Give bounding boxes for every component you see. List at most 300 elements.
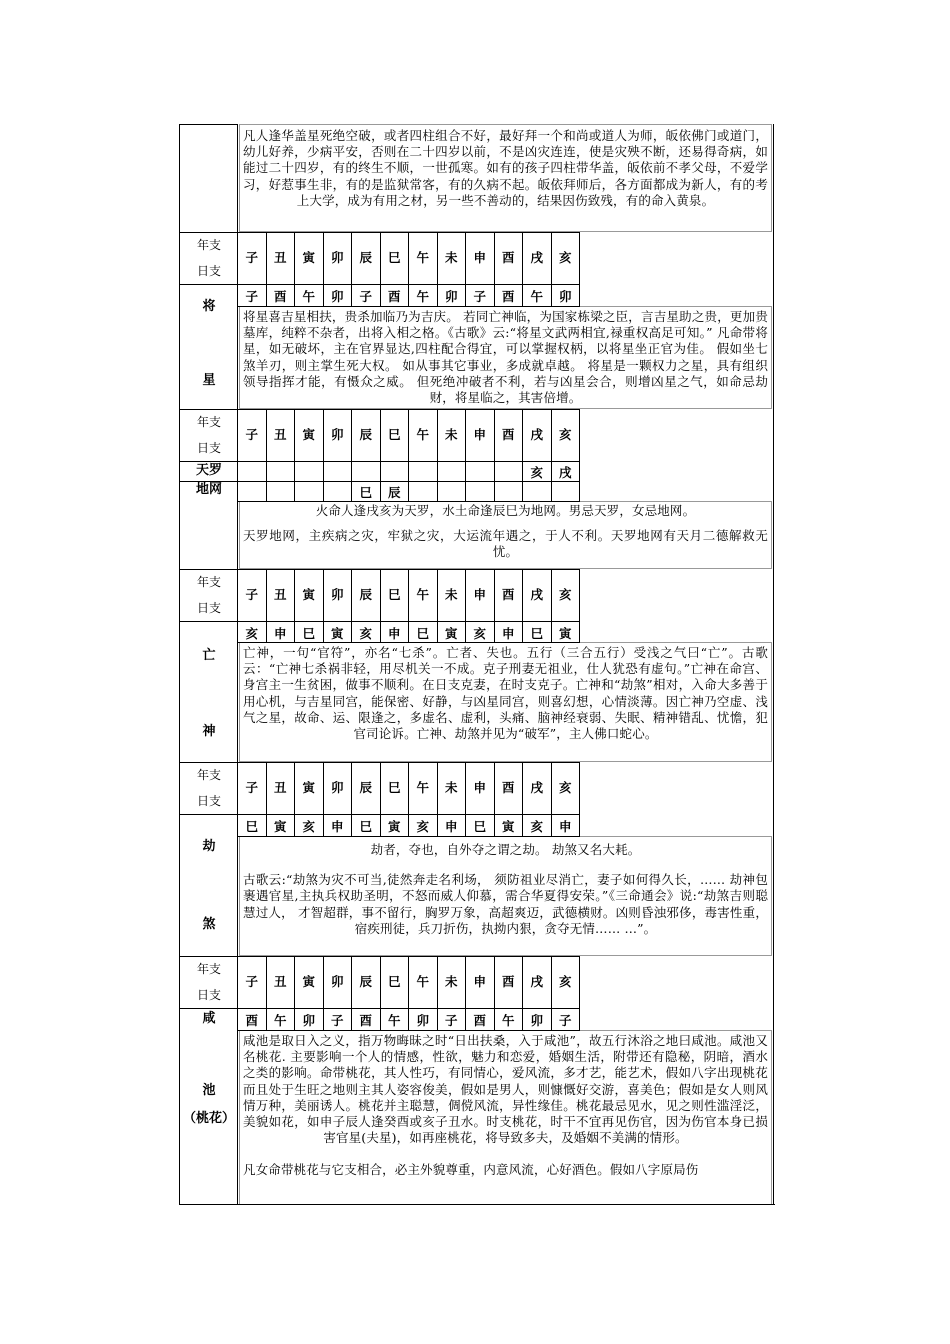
zodiac-header-cell	[324, 956, 353, 1008]
diwang-label: 地网	[195, 482, 222, 497]
zodiac-value-cell	[381, 284, 410, 306]
zodiac-header-cell	[552, 409, 581, 461]
zodiac-header-text: 辰	[359, 780, 372, 795]
zodiac-header-text: 卯	[330, 250, 344, 265]
zodiac-header-text: 亥	[558, 250, 572, 265]
header-label-cell	[180, 409, 238, 461]
zodiac-header-cell	[466, 569, 495, 621]
huagai-paragraph-box	[239, 124, 772, 232]
zodiac-value-text: 巳	[359, 485, 372, 500]
zodiac-value-cell	[438, 814, 467, 836]
zodiac-value-text: 亥	[245, 625, 258, 641]
jiangxing-paragraph-box	[239, 306, 772, 409]
zodiac-value-cell	[495, 284, 524, 306]
zodiac-value-text: 午	[387, 1013, 401, 1028]
jiesha-text-section	[180, 836, 775, 956]
zodiac-value-cell	[552, 481, 581, 501]
tianluo-value-cells	[238, 461, 580, 481]
huagai-paragraph: 凡人逢华盖星死绝空破，或者四柱组合不好，最好拜一个和尚或道人为师，皈依佛门或道门，幼儿好养，少病平安，否则在二十四岁以前，不是凶灾连连，使是灾殃不断，还易得奇病，如能过二十四岁，有的终生不顺，一世孤寒。如有的孩子四柱带华盖，皈依前不孝父母，不爱学习，好惹事生非，有的是监狱常客，有的久病不起。皈依拜师后，各方面都成为新人，有的考上大学，成为有用之材，另一些不善动的，结果因伤致残，有的命入黄泉。	[243, 128, 768, 208]
zodiac-value-cell	[352, 1008, 381, 1030]
zodiac-header-text: 巳	[387, 427, 401, 442]
zodiac-header-cell	[495, 569, 524, 621]
zodiac-value-text: 巳	[473, 819, 486, 834]
zodiac-header-cell	[238, 569, 267, 621]
zodiac-header-text: 丑	[273, 587, 287, 602]
zodiac-header-cell	[438, 232, 467, 284]
zodiac-value-text: 辰	[387, 485, 401, 500]
zodiac-header-cell	[523, 569, 552, 621]
zodiac-header-text: 未	[444, 427, 458, 442]
zodiac-value-text: 寅	[273, 819, 287, 834]
zodiac-value-cell	[381, 621, 410, 642]
zodiac-header-text: 申	[473, 250, 486, 265]
zodiac-value-cell	[381, 481, 410, 501]
nianzhi-label: 年支	[196, 415, 221, 429]
zodiac-value-text: 卯	[330, 289, 344, 304]
tianluo-paragraph-2: 天罗地网，主疾病之灾，牢狱之灾，大运流年遇之，于人不利。天罗地网有天月二德解救无忧。	[243, 528, 768, 560]
zodiac-header-cell	[267, 409, 296, 461]
jiesha-label-bottom: 煞	[202, 917, 216, 932]
zodiac-value-text: 卯	[416, 1013, 429, 1028]
zodiac-header-text: 寅	[302, 780, 315, 795]
zodiac-header-text: 卯	[330, 587, 344, 602]
zodiac-header-cell	[552, 956, 581, 1008]
zodiac-header-text: 子	[245, 587, 258, 602]
header-label-cell	[180, 762, 238, 814]
zodiac-value-cell	[495, 481, 524, 501]
wangshen-label-top: 亡	[202, 648, 216, 663]
zodiac-value-text: 卯	[558, 289, 572, 304]
zodiac-value-cell	[238, 481, 267, 501]
zodiac-header-text: 巳	[387, 587, 401, 602]
zodiac-header-text: 卯	[330, 427, 344, 442]
zodiac-value-cell	[295, 461, 324, 481]
zodiac-value-cell	[523, 481, 552, 501]
zodiac-header-text: 午	[416, 427, 429, 442]
rule	[180, 1008, 580, 1009]
zodiac-header-cell	[409, 762, 438, 814]
tianluo-values-row	[180, 461, 775, 481]
zodiac-value-cell	[295, 1008, 324, 1030]
zodiac-header-text: 卯	[330, 974, 344, 989]
zodiac-header-cell	[295, 409, 324, 461]
zodiac-header-cell	[381, 956, 410, 1008]
zodiac-header-text: 亥	[558, 974, 572, 989]
zodiac-header-cell	[409, 232, 438, 284]
zodiac-value-cell	[438, 621, 467, 642]
zodiac-value-cell	[552, 1008, 581, 1030]
xianchi-header-row	[180, 956, 775, 1008]
jiesha-label-top: 劫	[202, 839, 216, 854]
zodiac-value-cell	[324, 284, 353, 306]
zodiac-value-cell	[352, 621, 381, 642]
rizhi-label: 日支	[196, 794, 221, 808]
zodiac-header-text: 申	[473, 587, 486, 602]
zodiac-value-text: 寅	[444, 625, 458, 641]
zodiac-header-text: 子	[245, 250, 258, 265]
header-label-cell	[180, 956, 238, 1008]
zodiac-header-cell	[495, 762, 524, 814]
zodiac-header-cell	[438, 409, 467, 461]
zodiac-header-text: 辰	[359, 250, 372, 265]
zodiac-value-text: 巳	[530, 625, 543, 641]
zodiac-value-cell	[409, 621, 438, 642]
zodiac-value-cell	[381, 814, 410, 836]
rule	[180, 621, 580, 622]
zodiac-value-cell	[381, 1008, 410, 1030]
zodiac-header-cell	[523, 956, 552, 1008]
rule	[180, 232, 580, 233]
zodiac-header-cell	[409, 409, 438, 461]
jiangxing-value-cells	[238, 284, 580, 306]
header-label-cell	[180, 232, 238, 284]
nianzhi-label: 年支	[196, 768, 221, 782]
zodiac-header-cell	[381, 409, 410, 461]
rule	[180, 569, 580, 570]
zodiac-header-text: 子	[245, 427, 258, 442]
zodiac-value-cell	[552, 814, 581, 836]
zodiac-header-cell	[238, 409, 267, 461]
wangshen-header-row	[180, 569, 775, 621]
rule	[238, 306, 580, 307]
zodiac-value-cell	[466, 621, 495, 642]
tianluo-header-row	[180, 409, 775, 461]
rule	[238, 642, 580, 643]
document-page	[179, 124, 774, 1205]
zodiac-value-text: 酉	[501, 289, 515, 304]
rizhi-label: 日支	[196, 441, 221, 455]
zodiac-value-text: 寅	[558, 625, 572, 641]
zodiac-header-cell	[238, 232, 267, 284]
zodiac-header-cell	[552, 232, 581, 284]
zodiac-value-text: 酉	[245, 1013, 258, 1028]
zodiac-header-text: 辰	[359, 974, 372, 989]
zodiac-value-cell	[466, 1008, 495, 1030]
zodiac-value-text: 巳	[359, 819, 372, 834]
zodiac-value-cell	[438, 284, 467, 306]
zodiac-value-text: 寅	[387, 819, 401, 834]
rule	[180, 956, 580, 957]
zodiac-header-cell	[238, 762, 267, 814]
zodiac-value-cell	[267, 461, 296, 481]
zodiac-value-text: 酉	[473, 1013, 486, 1028]
zodiac-value-cell	[267, 284, 296, 306]
zodiac-value-text: 子	[444, 1013, 458, 1028]
zodiac-value-cell	[523, 1008, 552, 1030]
rizhi-label: 日支	[196, 264, 221, 278]
tianluo-label-cell	[180, 461, 238, 481]
zodiac-value-cell	[324, 621, 353, 642]
zodiac-header-text: 巳	[387, 780, 401, 795]
zodiac-value-cell	[324, 481, 353, 501]
zodiac-value-text: 申	[501, 625, 515, 641]
zodiac-header-text: 戌	[530, 587, 543, 602]
zodiac-header-text: 未	[444, 250, 458, 265]
zodiac-header-cell	[352, 409, 381, 461]
zodiac-value-text: 卯	[302, 1013, 315, 1028]
zodiac-value-text: 子	[245, 289, 258, 304]
zodiac-header-text: 酉	[501, 427, 515, 442]
zodiac-header-text: 丑	[273, 780, 287, 795]
wangshen-value-cells	[238, 621, 580, 642]
zodiac-header-text: 亥	[558, 587, 572, 602]
zodiac-header-text: 巳	[387, 974, 401, 989]
nianzhi-label: 年支	[196, 575, 221, 589]
zodiac-value-text: 申	[330, 819, 344, 834]
huagai-section	[180, 124, 775, 232]
zodiac-value-cell	[238, 284, 267, 306]
xianchi-text-section	[180, 1030, 775, 1205]
zodiac-header-text: 申	[473, 780, 486, 795]
zodiac-header-cell	[495, 232, 524, 284]
zodiac-header-cell	[381, 569, 410, 621]
zodiac-header-text: 午	[416, 587, 429, 602]
zodiac-value-text: 巳	[245, 819, 258, 834]
xianchi-paragraph-box	[239, 1030, 772, 1205]
zodiac-value-text: 亥	[530, 819, 543, 834]
wangshen-paragraph: 亡神，一句“官符”，亦名“七杀”。亡者、失也。五行（三合五行）受浅之气曰“亡”。古歌云：“亡神七杀祸非轻，用尽机关一不成。克子刑妻无祖业，仕人犹恐有虚句。”亡神在命宫、身宫主一生贫困，做事不顺利。在日支克妻，在时支克子。亡神和“劫煞”相对，入命大多善于用心机，与吉星同宫，能保密、好静，与凶星同宫，则喜幻想，心情淡薄。因亡神乃空虚、浅气之星，故命、运、限逢之，多虚名、虚利，头痛、脑神经衰弱、失眠、精神错乱、忧憺，犯官司论诉。亡神、劫煞并见为“破军”，主人佛口蛇心。	[243, 645, 768, 742]
zodiac-header-cells	[238, 409, 580, 461]
zodiac-value-text: 子	[359, 289, 372, 304]
zodiac-value-text: 子	[330, 1013, 344, 1028]
zodiac-header-cell	[352, 232, 381, 284]
zodiac-header-cell	[267, 956, 296, 1008]
zodiac-header-cell	[295, 956, 324, 1008]
zodiac-value-text: 亥	[530, 465, 543, 480]
zodiac-value-text: 酉	[273, 289, 287, 304]
zodiac-header-text: 戌	[530, 974, 543, 989]
zodiac-value-cell	[267, 621, 296, 642]
zodiac-header-text: 卯	[330, 780, 344, 795]
xianchi-value-cells	[238, 1008, 580, 1030]
zodiac-value-text: 午	[302, 289, 315, 304]
zodiac-value-text: 卯	[530, 1013, 543, 1028]
zodiac-value-cell	[409, 1008, 438, 1030]
zodiac-header-text: 申	[473, 427, 486, 442]
zodiac-value-cell	[552, 621, 581, 642]
zodiac-header-text: 申	[473, 974, 486, 989]
zodiac-value-text: 亥	[473, 625, 486, 641]
zodiac-header-cell	[523, 409, 552, 461]
zodiac-header-text: 巳	[387, 250, 401, 265]
zodiac-header-cell	[409, 569, 438, 621]
xianchi-label-bottom: （桃花）	[182, 1111, 235, 1126]
zodiac-value-cell	[495, 814, 524, 836]
zodiac-header-cell	[324, 762, 353, 814]
jiangxing-label-bottom: 星	[202, 373, 216, 388]
zodiac-header-text: 未	[444, 780, 458, 795]
zodiac-header-text: 寅	[302, 587, 315, 602]
zodiac-value-cell	[409, 461, 438, 481]
zodiac-value-cell	[438, 481, 467, 501]
zodiac-value-cell	[466, 814, 495, 836]
zodiac-value-text: 子	[558, 1013, 572, 1028]
zodiac-header-cells	[238, 232, 580, 284]
zodiac-value-text: 午	[273, 1013, 287, 1028]
zodiac-header-text: 午	[416, 974, 429, 989]
zodiac-header-cell	[324, 232, 353, 284]
zodiac-value-cell	[238, 621, 267, 642]
jiangxing-label-top: 将	[202, 299, 216, 314]
zodiac-header-cell	[352, 762, 381, 814]
zodiac-header-text: 酉	[501, 974, 515, 989]
jiesha-value-cells	[238, 814, 580, 836]
zodiac-header-text: 午	[416, 250, 429, 265]
zodiac-value-cell	[552, 284, 581, 306]
tianluo-paragraph-box	[239, 501, 772, 569]
rule	[180, 481, 580, 482]
rizhi-label: 日支	[196, 601, 221, 615]
zodiac-header-cell	[267, 232, 296, 284]
rule	[238, 836, 580, 837]
zodiac-value-text: 申	[387, 625, 401, 641]
zodiac-header-cell	[438, 762, 467, 814]
zodiac-header-text: 未	[444, 587, 458, 602]
zodiac-header-text: 寅	[302, 974, 315, 989]
zodiac-header-text: 辰	[359, 427, 372, 442]
rule	[180, 409, 580, 410]
diwang-value-cells	[238, 481, 580, 501]
zodiac-header-cell	[438, 569, 467, 621]
rule-top	[180, 124, 238, 125]
nianzhi-label: 年支	[196, 962, 221, 976]
zodiac-value-cell	[523, 284, 552, 306]
zodiac-header-cell	[267, 569, 296, 621]
zodiac-header-cells	[238, 956, 580, 1008]
zodiac-value-text: 子	[473, 289, 486, 304]
zodiac-value-text: 戌	[558, 465, 572, 480]
zodiac-header-text: 寅	[302, 250, 315, 265]
xianchi-label-mid: 池	[202, 1083, 216, 1098]
zodiac-value-cell	[466, 284, 495, 306]
zodiac-header-text: 亥	[558, 427, 572, 442]
jiangxing-header-row	[180, 232, 775, 284]
zodiac-header-cell	[523, 762, 552, 814]
tianluo-paragraph-1: 火命人逢戌亥为天罗，水土命逢辰巳为地网。男忌天罗，女忌地网。	[315, 503, 696, 518]
zodiac-value-cell	[352, 461, 381, 481]
zodiac-header-text: 酉	[501, 587, 515, 602]
zodiac-value-cell	[552, 461, 581, 481]
rule	[238, 1030, 580, 1031]
zodiac-value-cell	[238, 461, 267, 481]
zodiac-header-cell	[495, 409, 524, 461]
zodiac-header-cell	[324, 409, 353, 461]
zodiac-value-cell	[295, 284, 324, 306]
zodiac-header-text: 未	[444, 974, 458, 989]
zodiac-header-cell	[409, 956, 438, 1008]
zodiac-value-text: 寅	[501, 819, 515, 834]
zodiac-value-text: 午	[530, 289, 543, 304]
zodiac-header-cell	[295, 232, 324, 284]
xianchi-paragraph-2: 凡女命带桃花与它支相合，必主外貌尊重，内意风流，心好酒色。假如八字原局伤	[243, 1162, 699, 1178]
zodiac-value-text: 亥	[416, 819, 429, 834]
zodiac-value-text: 亥	[302, 819, 315, 834]
zodiac-header-cell	[466, 762, 495, 814]
diwang-values-row	[180, 481, 775, 501]
huagai-label-cell	[180, 124, 238, 232]
zodiac-header-text: 酉	[501, 250, 515, 265]
zodiac-header-text: 丑	[273, 974, 287, 989]
rule	[180, 461, 580, 462]
zodiac-value-cell	[523, 621, 552, 642]
jiangxing-text-section	[180, 306, 775, 409]
zodiac-value-text: 酉	[387, 289, 401, 304]
zodiac-value-cell	[523, 814, 552, 836]
jiesha-paragraph-box	[239, 836, 772, 956]
zodiac-value-cell	[352, 284, 381, 306]
zodiac-value-cell	[495, 1008, 524, 1030]
zodiac-value-cell	[295, 814, 324, 836]
zodiac-header-cell	[238, 956, 267, 1008]
zodiac-header-cell	[352, 956, 381, 1008]
zodiac-value-cell	[352, 481, 381, 501]
zodiac-header-text: 酉	[501, 780, 515, 795]
zodiac-value-cell	[409, 481, 438, 501]
zodiac-header-cell	[381, 232, 410, 284]
jiangxing-paragraph: 将星喜吉星相扶，贵杀加临乃为吉庆。 若同亡神临，为国家栋梁之臣，言吉星助之贵，更加贵墓库，纯粹不杂者，出将入相之格。《古歌》云:“将星文武两相宜,禄重权高足可知。” 凡命带将星，如无破坏，主在官界显达,四柱配合得宜，可以掌握权柄，以将星坐正官为佳。 假如坐七煞羊刃，则主掌生死大权。 如从事其它事业，多成就卓越。 将星是一颗权力之星，具有组织领导指挥才能，有慑众之威。 但死绝冲破者不利，若与凶星会合，则增凶星之气，如命忌劫财，将星临之，其害倍增。	[243, 309, 768, 406]
zodiac-header-text: 辰	[359, 587, 372, 602]
zodiac-header-text: 戌	[530, 250, 543, 265]
rizhi-label: 日支	[196, 988, 221, 1002]
zodiac-value-text: 午	[416, 289, 429, 304]
zodiac-header-cell	[466, 956, 495, 1008]
zodiac-header-cell	[438, 956, 467, 1008]
rule	[180, 814, 580, 815]
zodiac-header-cell	[295, 762, 324, 814]
nianzhi-label: 年支	[196, 238, 221, 252]
zodiac-value-cell	[238, 1008, 267, 1030]
zodiac-value-cell	[409, 814, 438, 836]
xianchi-paragraph-1: 咸池是取日入之义，指万物晦昧之时“日出扶桑，入于咸池”，故五行沐浴之地曰咸池。咸池又名桃花. 主要影响一个人的情感，性欲，魅力和恋爱，婚姻生活，附带还有隐秘，阴暗，酒水之类的影响。命带桃花，其人性巧，有同情心，爱风流，多才艺，能艺术，假如八字出现桃花而且处于生旺之地则主其人姿容俊美，假如是男人，则慷慨好交游，喜美色；假如是女人则风情万种，美丽诱人。桃花并主聪慧，倜傥风流，异性缘佳。桃花最忌见水，见之则性滥淫泛，美貌如花，如申子辰人逢癸酉或亥子丑水。时支桃花，时干不宜再见伤官，因为伤官本身已损害官星(夫星)，如再座桃花，将导致多夫，及婚姻不美满的情形。	[243, 1033, 768, 1146]
zodiac-value-text: 巳	[416, 625, 429, 641]
zodiac-value-cell	[438, 461, 467, 481]
rule	[180, 762, 580, 763]
zodiac-header-cells	[238, 762, 580, 814]
zodiac-value-cell	[495, 461, 524, 481]
zodiac-header-cell	[324, 569, 353, 621]
zodiac-value-cell	[267, 814, 296, 836]
zodiac-header-cell	[552, 762, 581, 814]
zodiac-header-text: 午	[416, 780, 429, 795]
zodiac-value-cell	[295, 481, 324, 501]
zodiac-value-cell	[295, 621, 324, 642]
zodiac-header-text: 亥	[558, 780, 572, 795]
wangshen-text-section	[180, 642, 775, 762]
zodiac-value-cell	[267, 481, 296, 501]
rule-bottom	[180, 1204, 775, 1205]
zodiac-header-cell	[466, 232, 495, 284]
zodiac-value-cell	[466, 481, 495, 501]
rule	[238, 501, 580, 502]
jiesha-header-row	[180, 762, 775, 814]
zodiac-header-cell	[466, 409, 495, 461]
zodiac-value-cell	[267, 1008, 296, 1030]
zodiac-value-cell	[523, 461, 552, 481]
zodiac-value-cell	[352, 814, 381, 836]
zodiac-value-cell	[409, 284, 438, 306]
jiesha-paragraph-1: 劫者，夺也，自外夺之谓之劫。 劫煞又名大耗。	[370, 842, 641, 857]
zodiac-header-text: 戌	[530, 427, 543, 442]
zodiac-header-cell	[352, 569, 381, 621]
tianluo-label: 天罗	[195, 463, 222, 478]
zodiac-value-cell	[324, 461, 353, 481]
zodiac-header-cell	[267, 762, 296, 814]
zodiac-value-cell	[324, 814, 353, 836]
zodiac-value-text: 申	[444, 819, 458, 834]
zodiac-value-cell	[495, 621, 524, 642]
tianluo-text-section	[180, 501, 775, 569]
zodiac-header-text: 子	[245, 974, 258, 989]
